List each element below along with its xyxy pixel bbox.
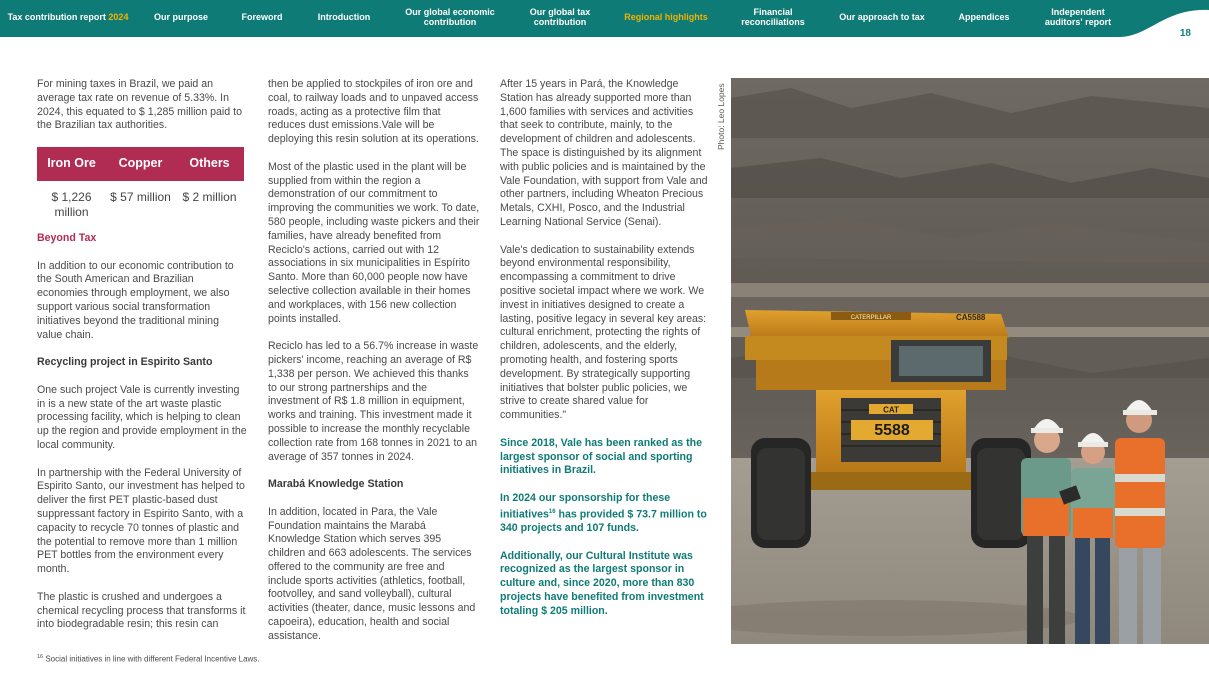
recycling-paragraph-3: The plastic is crushed and undergoes a chemical recycling process that transforms it into biodegradable resin; this resin can xyxy=(37,590,246,631)
photo-credit: Photo: Leo Lopes xyxy=(716,83,726,150)
mining-tax-table-header xyxy=(37,147,244,181)
header-copper: Copper xyxy=(118,156,163,171)
value-copper: $ 57 million xyxy=(110,189,171,204)
mining-truck-photo xyxy=(731,78,1209,644)
footnote-number: 16 xyxy=(37,654,44,660)
highlight-cultural-institute: Additionally, our Cultural Institute was recognized as the largest sponsor in culture and, since 2020, more than 830 projects have benefited from investment totaling $ 205 million. xyxy=(500,549,704,617)
nav-regional-highlights[interactable]: Regional highlights xyxy=(624,11,708,22)
truck-number: 5588 xyxy=(874,422,910,439)
report-title-year: 2024 xyxy=(108,11,129,22)
truck-id-label: CA5588 xyxy=(956,313,986,322)
nav-approach-to-tax[interactable]: Our approach to tax xyxy=(839,11,925,22)
nav-independent-auditors-report[interactable]: Independent auditors' report xyxy=(1044,6,1112,27)
recycling-paragraph-1: One such project Vale is currently investing in is a new state of the art waste plastic processing facility, which is helping to clean up the region and provide employment in the local community. xyxy=(37,383,247,451)
reciclo-income-paragraph: Reciclo has led to a 56.7% increase in waste pickers' income, reaching an average of R$ 1,338 per person. We achieved this thanks to our strong partnerships and the investment of R$ 1.8 million in equipment, works and training. This investment made it possible to increase the monthly recyclable collection rate from 168 tonnes in 2021 to an average of 357 tonnes in 2024. xyxy=(268,340,479,463)
mining-tax-table xyxy=(37,147,244,220)
nav-introduction[interactable]: Introduction xyxy=(317,11,371,22)
mining-tax-intro: For mining taxes in Brazil, we paid an average tax rate on revenue of 5.33%. In 2024, this equated to $ 1,285 million paid to the Brazilian tax authorities. xyxy=(37,78,242,132)
highlight-sponsorship-pre: In 2024 our sponsorship for these initiatives xyxy=(500,491,671,521)
text-column-2 xyxy=(268,78,480,657)
header-curve-decoration xyxy=(1119,0,1209,37)
footnote-ref-16[interactable]: 16 xyxy=(548,508,556,515)
nav-our-purpose[interactable]: Our purpose xyxy=(153,11,208,22)
sustainability-paragraph: Vale's dedication to sustainability extends beyond environmental responsibility, encompassing a commitment to drive positive societal impact where we work. We invest in initiatives designed to create a lasting, positive legacy in several key areas: cultural enrichment, protecting the rights of children, adolescents, and the elderly, promoting health, and fostering sports development. By strategically supporting initiatives that bolster public policies, we strive to create shared value for communities." xyxy=(500,243,707,422)
text-column-1 xyxy=(37,78,247,646)
nav-appendices[interactable]: Appendices xyxy=(958,11,1010,22)
mining-tax-table-values xyxy=(37,190,244,220)
beyond-tax-heading: Beyond Tax xyxy=(37,231,97,244)
truck-brand-label: CATERPILLAR xyxy=(850,315,892,321)
report-title[interactable] xyxy=(8,0,128,34)
cat-logo: CAT xyxy=(883,405,899,415)
highlight-sponsorship-2024 xyxy=(500,492,712,536)
beyond-tax-paragraph: In addition to our economic contribution to the South American and Brazilian economies through employment, we also support various social transformation initiatives beyond the traditional mining value chain. xyxy=(37,259,234,341)
nav-foreword[interactable]: Foreword xyxy=(241,11,283,22)
value-others: $ 2 million xyxy=(182,189,237,204)
maraba-paragraph: In addition, located in Para, the Vale Foundation maintains the Marabá Knowledge Station which serves 395 children and 663 adolescents. The services offered to the community are free and include sports activities (athletics, football, footvolley, and sand volleyball), cultural activities (theater, dance, music lessons and capoeira), education, health and social assistance. xyxy=(268,505,476,642)
page-number: 18 xyxy=(1179,28,1191,39)
recycling-project-heading: Recycling project in Espirito Santo xyxy=(37,356,213,369)
nav-financial-reconciliations[interactable]: Financial reconciliations xyxy=(741,6,805,27)
photo-illustration xyxy=(731,78,1209,644)
resin-paragraph: then be applied to stockpiles of iron ore and coal, to railway loads and to unpaved access roads, acting as a protective film that reduces dust emissions.Vale will be deploying this resin solution at its operations. xyxy=(268,78,479,146)
highlight-largest-sponsor: Since 2018, Vale has been ranked as the largest sponsor of social and sporting initiatives in Brazil. xyxy=(500,436,702,477)
nav-global-tax-contribution[interactable]: Our global tax contribution xyxy=(529,6,591,27)
nav-global-economic-contribution[interactable]: Our global economic contribution xyxy=(405,6,495,27)
header-others: Others xyxy=(189,156,230,171)
value-iron-ore: $ 1,226 million xyxy=(51,189,92,219)
recycling-paragraph-2: In partnership with the Federal University of Espirito Santo, our investment has helped to deliver the first PET plastic-based dust suppressant factory in Espirito Santo, with a capacity to recycle 70 tonnes of plastic and the potential to remove more than 1 million PET bottles from the environment every month. xyxy=(37,466,245,576)
footnote xyxy=(37,654,260,664)
footnote-text: Social initiatives in line with different Federal Incentive Laws. xyxy=(43,654,260,664)
report-title-main: Tax contribution report xyxy=(7,11,106,22)
header-iron-ore: Iron Ore xyxy=(47,156,96,171)
knowledge-station-paragraph: After 15 years in Pará, the Knowledge Station has already supported more than 1,600 families with services and activities that seek to contribute, mainly, to the development of children and adolescents. The space is distinguished by its alignment with public policies and is maintained by the Vale Foundation, with support from Vale and other partners, including Wheaton Precious Metals, CXHI, Posco, and the Industrial Learning National Service (Senai). xyxy=(500,78,708,228)
reciclo-beneficiaries-paragraph: Most of the plastic used in the plant will be supplied from within the region a demonstration of our commitment to improving the communities we work. To date, 580 people, including waste pickers and their families, have already benefited from Reciclo's actions, carried out with 12 associations in six municipalities in Espírito Santo. More than 60,000 people now have selective collection available in their homes and workplaces, with 156 new collection points installed. xyxy=(268,160,480,325)
text-column-3 xyxy=(500,78,712,632)
highlight-sponsorship-post: has provided $ 73.7 million to 340 projects and 107 funds. xyxy=(500,508,707,535)
maraba-heading: Marabá Knowledge Station xyxy=(268,478,404,491)
